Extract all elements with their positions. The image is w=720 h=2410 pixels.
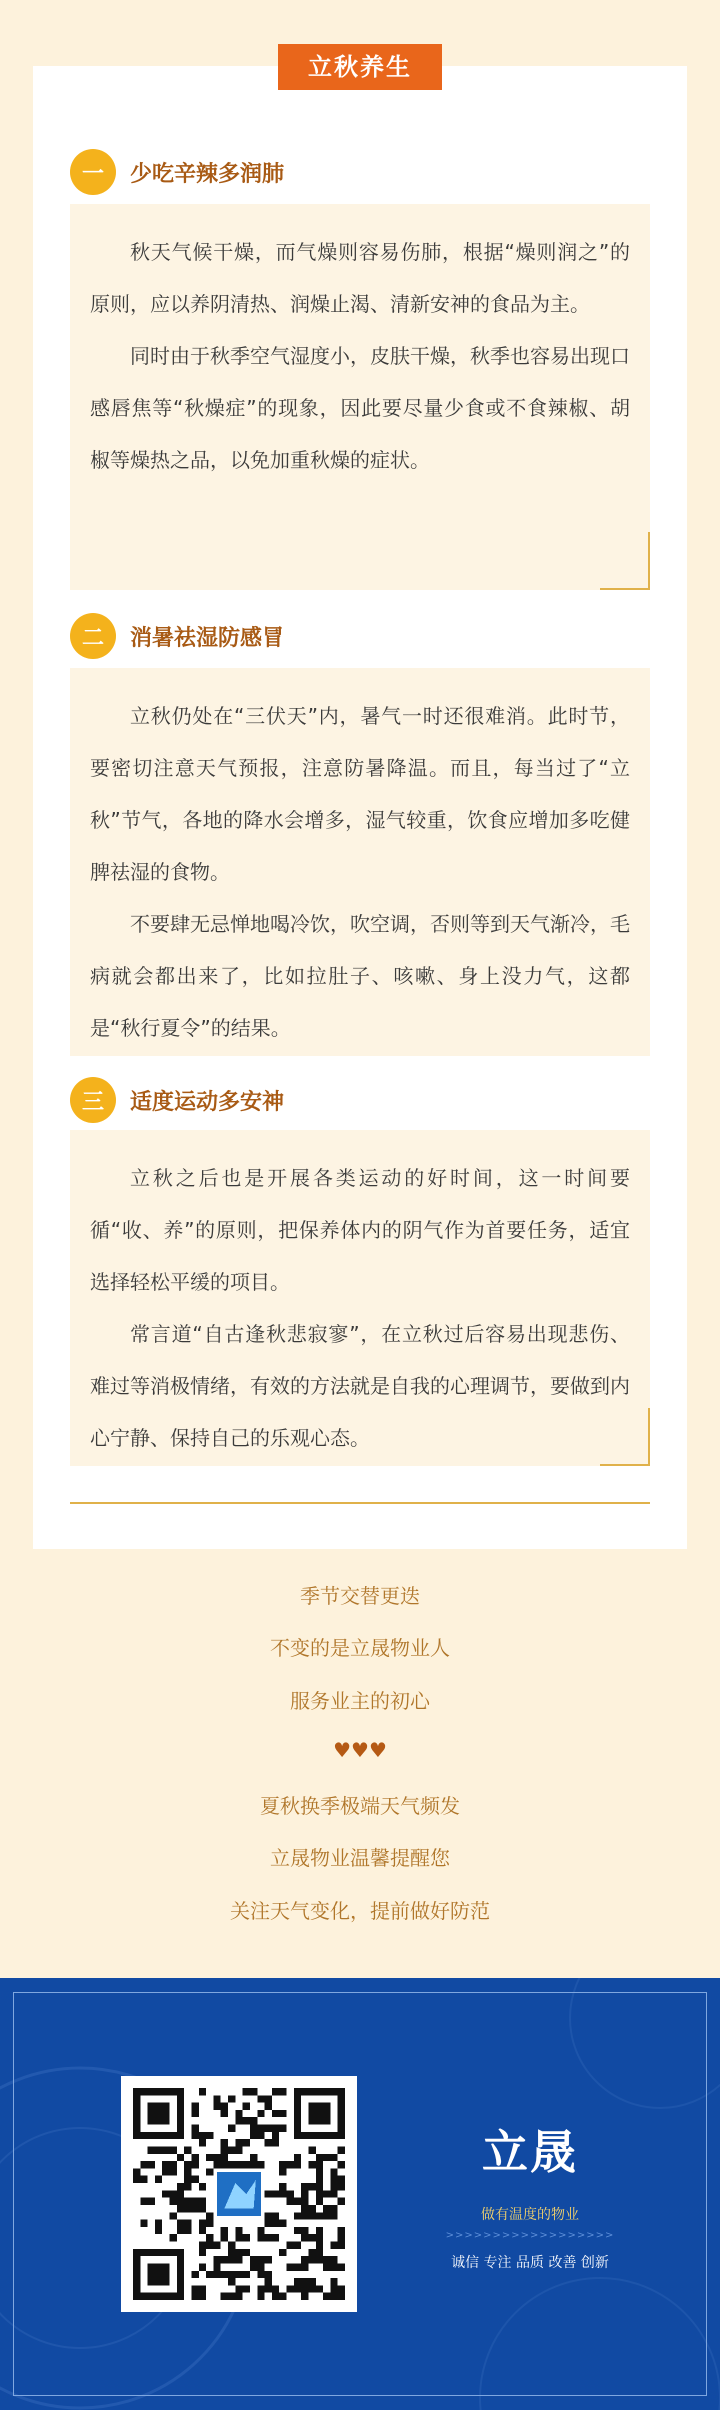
footer-banner: [0, 1978, 720, 2410]
brand-values: 诚信 专注 品质 改善 创新: [451, 2255, 609, 2271]
corner-ornament: [600, 1408, 650, 1466]
closing-line: 立晟物业温馨提醒您: [270, 1846, 450, 1870]
corner-ornament: [600, 532, 650, 590]
section-heading-3: [70, 1076, 284, 1124]
closing-line: 不变的是立晟物业人: [270, 1636, 450, 1660]
section-number-badge: 三: [70, 1077, 116, 1123]
paragraph: 同时由于秋季空气湿度小，皮肤干燥，秋季也容易出现口感唇焦等“秋燥症”的现象，因此要尽量少食或不食辣椒、胡椒等燥热之品，以免加重秋燥的症状。: [90, 344, 630, 472]
closing-line: 夏秋换季极端天气频发: [260, 1794, 460, 1818]
section-text-box-2: [70, 668, 650, 1056]
paragraph: 立秋之后也是开展各类运动的好时间，这一时间要循“收、养”的原则，把保养体内的阴气作为首要任务，适宜选择轻松平缓的项目。: [90, 1166, 630, 1294]
section-heading-1: [70, 148, 284, 196]
divider-line: [70, 1502, 650, 1504]
paragraph: 立秋仍处在“三伏天”内，暑气一时还很难消。此时节，要密切注意天气预报，注意防暑降温。而且，每当过了“立秋”节气，各地的降水会增多，湿气较重，饮食应增加多吃健脾祛湿的食物。: [90, 704, 630, 884]
section-title: 少吃辛辣多润肺: [130, 161, 285, 187]
hearts-icon: ♥♥♥: [333, 1738, 387, 1762]
closing-line: 服务业主的初心: [290, 1689, 430, 1713]
section-title: 适度运动多安神: [130, 1089, 285, 1115]
qr-code: [121, 2076, 357, 2312]
paragraph: 秋天气候干燥，而气燥则容易伤肺，根据“燥则润之”的原则，应以养阴清热、润燥止渴、清新安神的食品为主。: [90, 240, 630, 316]
footer-frame: [13, 1992, 707, 2396]
brand-slogan: 做有温度的物业: [481, 2207, 579, 2223]
section-text-box-3: [70, 1130, 650, 1466]
paragraph: 常言道“自古逢秋悲寂寥”，在立秋过后容易出现悲伤、难过等消极情绪，有效的方法就是自我的心理调节，要做到内心宁静、保持自己的乐观心态。: [90, 1322, 630, 1450]
section-title: 消暑祛湿防感冒: [130, 625, 285, 651]
page-title: 立秋养生: [278, 44, 442, 90]
section-heading-2: [70, 612, 284, 660]
arrow-divider: >>>>>>>>>>>>>>>>>>: [445, 2230, 615, 2241]
closing-line: 关注天气变化，提前做好防范: [230, 1899, 490, 1923]
section-number-badge: 一: [70, 149, 116, 195]
paragraph: 不要肆无忌惮地喝冷饮，吹空调，否则等到天气渐冷，毛病就会都出来了，比如拉肚子、咳嗽、身上没力气，这都是“秋行夏令”的结果。: [90, 912, 630, 1040]
closing-line: 季节交替更迭: [300, 1584, 420, 1608]
qr-code-icon: [133, 2088, 345, 2300]
section-text-box-1: [70, 204, 650, 590]
brand-name: 立晟: [482, 2125, 578, 2179]
section-number-badge: 二: [70, 613, 116, 659]
